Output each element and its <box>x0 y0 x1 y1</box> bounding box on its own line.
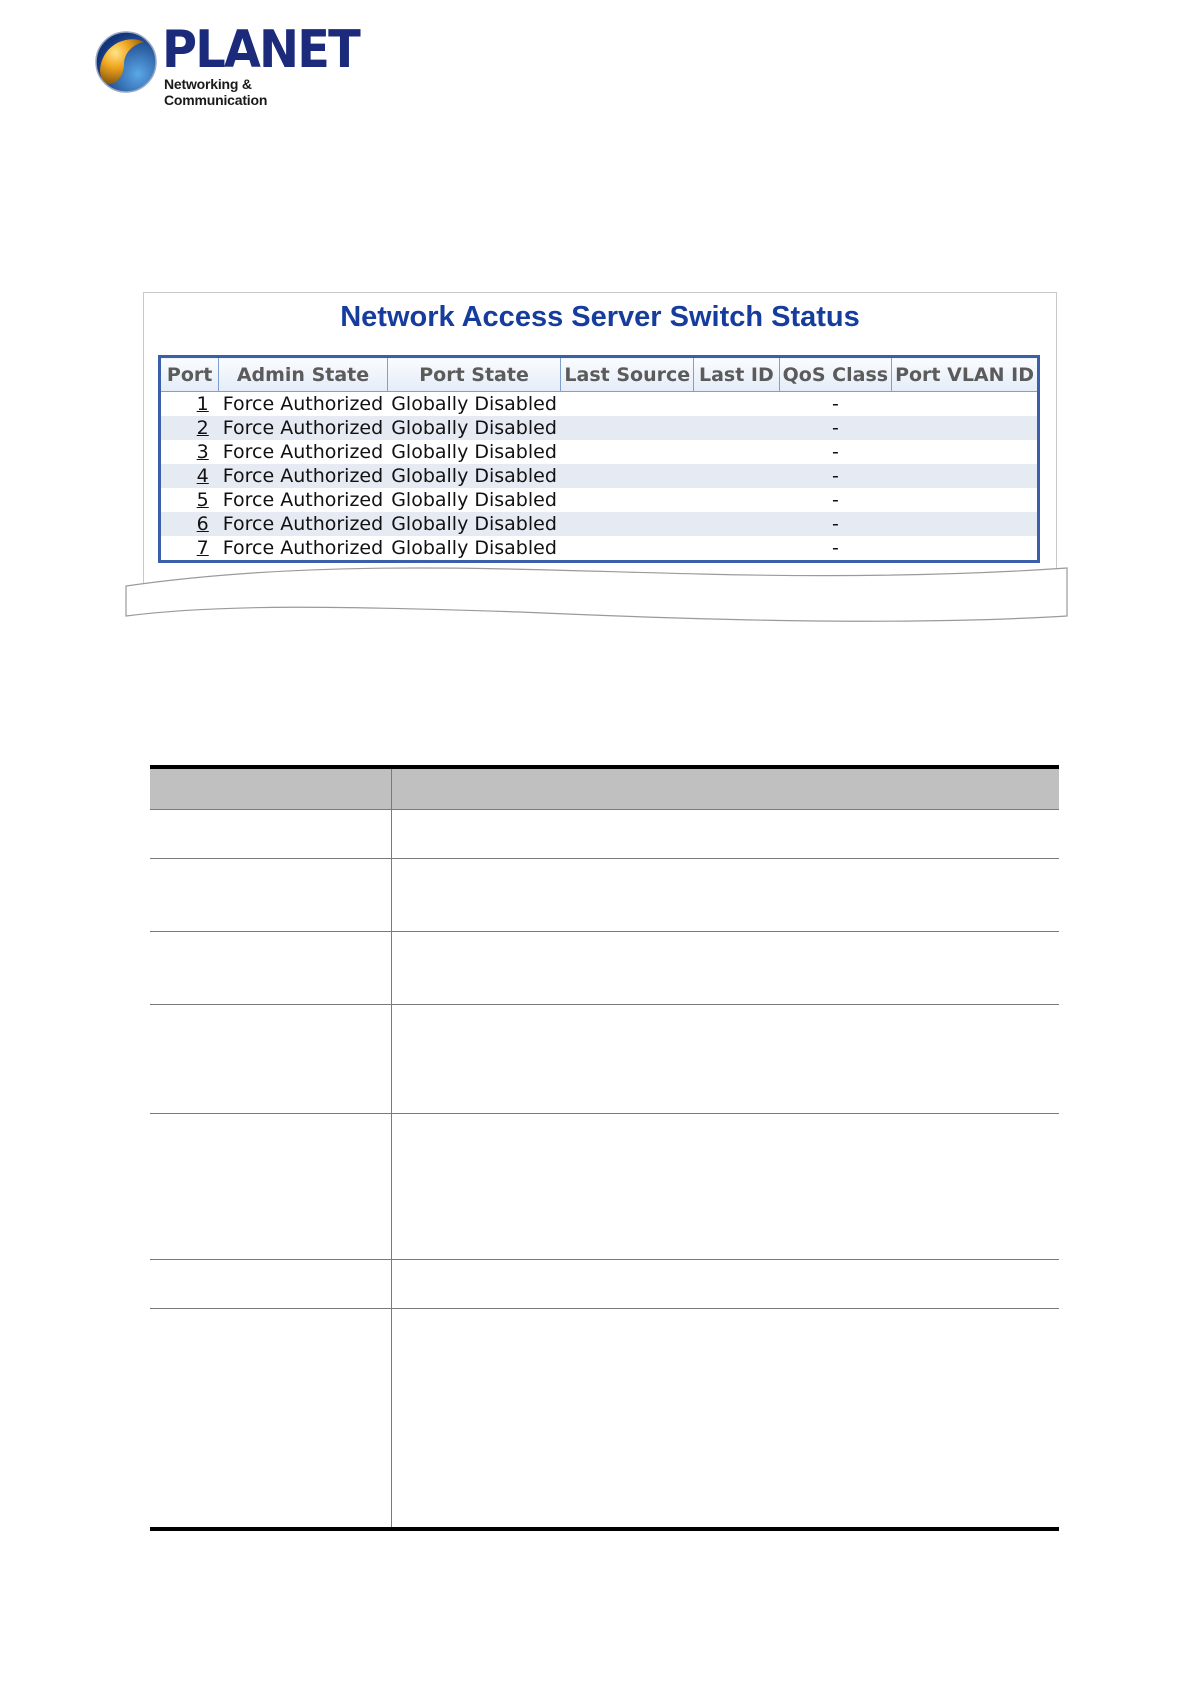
admin-state-cell: Force Authorized <box>222 537 384 559</box>
globe-icon <box>94 30 158 94</box>
last-id-cell <box>694 536 780 562</box>
last-id-cell <box>694 464 780 488</box>
admin-state-cell: Force Authorized <box>219 464 387 488</box>
admin-state-cell: Force Authorized <box>219 512 387 536</box>
admin-state-cell: Force Authorized <box>222 441 384 463</box>
port-vlan-id-cell <box>892 440 1039 464</box>
desc-header-row <box>150 767 1059 810</box>
desc-header-description <box>392 767 1060 810</box>
nas-status-screenshot <box>143 292 1057 583</box>
last-id-cell <box>694 440 780 464</box>
port-vlan-id-cell <box>892 512 1039 536</box>
last-source-cell <box>561 440 694 464</box>
table-row <box>160 392 1039 417</box>
qos-class-cell: - <box>831 441 839 463</box>
table-header-row <box>160 357 1039 392</box>
logo-brand-text: PLANET <box>162 20 359 80</box>
table-row <box>150 1114 1059 1260</box>
qos-class-cell: - <box>831 489 839 511</box>
table-row <box>150 932 1059 1005</box>
col-last-id: Last ID <box>694 357 780 392</box>
page-title: Network Access Server Switch Status <box>340 301 860 333</box>
last-source-cell <box>561 464 694 488</box>
table-row <box>150 859 1059 932</box>
table-row <box>160 464 1039 488</box>
last-id-cell <box>694 488 780 512</box>
table-row <box>160 536 1039 562</box>
port-state-cell: Globally Disabled <box>391 537 557 559</box>
torn-edge-divider <box>0 560 1191 630</box>
last-id-cell <box>694 512 780 536</box>
port-link[interactable]: 6 <box>196 513 209 535</box>
col-qos-class: QoS Class <box>779 357 891 392</box>
col-port-vlan-id: Port VLAN ID <box>892 357 1039 392</box>
port-link[interactable]: 5 <box>196 489 209 511</box>
last-id-cell <box>694 416 780 440</box>
port-state-cell: Globally Disabled <box>391 393 557 415</box>
port-link[interactable]: 1 <box>196 393 209 415</box>
table-row <box>160 512 1039 536</box>
col-last-source: Last Source <box>561 357 694 392</box>
port-vlan-id-cell <box>892 536 1039 562</box>
last-source-cell <box>561 488 694 512</box>
port-link[interactable]: 7 <box>196 537 209 559</box>
qos-class-cell: - <box>831 537 839 559</box>
parameter-description-table <box>150 765 1059 1531</box>
port-vlan-id-cell <box>892 416 1039 440</box>
desc-header-object <box>150 767 392 810</box>
qos-class-cell: - <box>779 464 891 488</box>
last-id-cell <box>694 392 780 417</box>
port-vlan-id-cell <box>892 464 1039 488</box>
port-link[interactable]: 2 <box>196 417 209 439</box>
qos-class-cell: - <box>779 416 891 440</box>
port-vlan-id-cell <box>892 488 1039 512</box>
col-port-state: Port State <box>387 357 561 392</box>
last-source-cell <box>561 512 694 536</box>
col-port: Port <box>160 357 219 392</box>
nas-status-table <box>158 355 1040 563</box>
col-admin-state: Admin State <box>219 357 387 392</box>
planet-logo <box>94 20 359 108</box>
qos-class-cell: - <box>831 393 839 415</box>
logo-tagline: Networking & Communication <box>164 76 268 108</box>
table-row <box>150 810 1059 859</box>
port-vlan-id-cell <box>892 392 1039 417</box>
qos-class-cell: - <box>779 512 891 536</box>
port-state-cell: Globally Disabled <box>387 464 561 488</box>
table-row <box>150 1005 1059 1114</box>
admin-state-cell: Force Authorized <box>222 489 384 511</box>
table-row <box>160 416 1039 440</box>
table-row <box>160 440 1039 464</box>
port-link[interactable]: 3 <box>196 441 209 463</box>
port-state-cell: Globally Disabled <box>387 512 561 536</box>
last-source-cell <box>561 416 694 440</box>
port-state-cell: Globally Disabled <box>387 416 561 440</box>
admin-state-cell: Force Authorized <box>219 416 387 440</box>
table-row <box>160 488 1039 512</box>
last-source-cell <box>561 536 694 562</box>
admin-state-cell: Force Authorized <box>222 393 384 415</box>
last-source-cell <box>561 392 694 417</box>
port-state-cell: Globally Disabled <box>391 489 557 511</box>
table-row <box>150 1260 1059 1309</box>
table-row <box>150 1309 1059 1529</box>
port-link[interactable]: 4 <box>196 465 209 487</box>
port-state-cell: Globally Disabled <box>391 441 557 463</box>
